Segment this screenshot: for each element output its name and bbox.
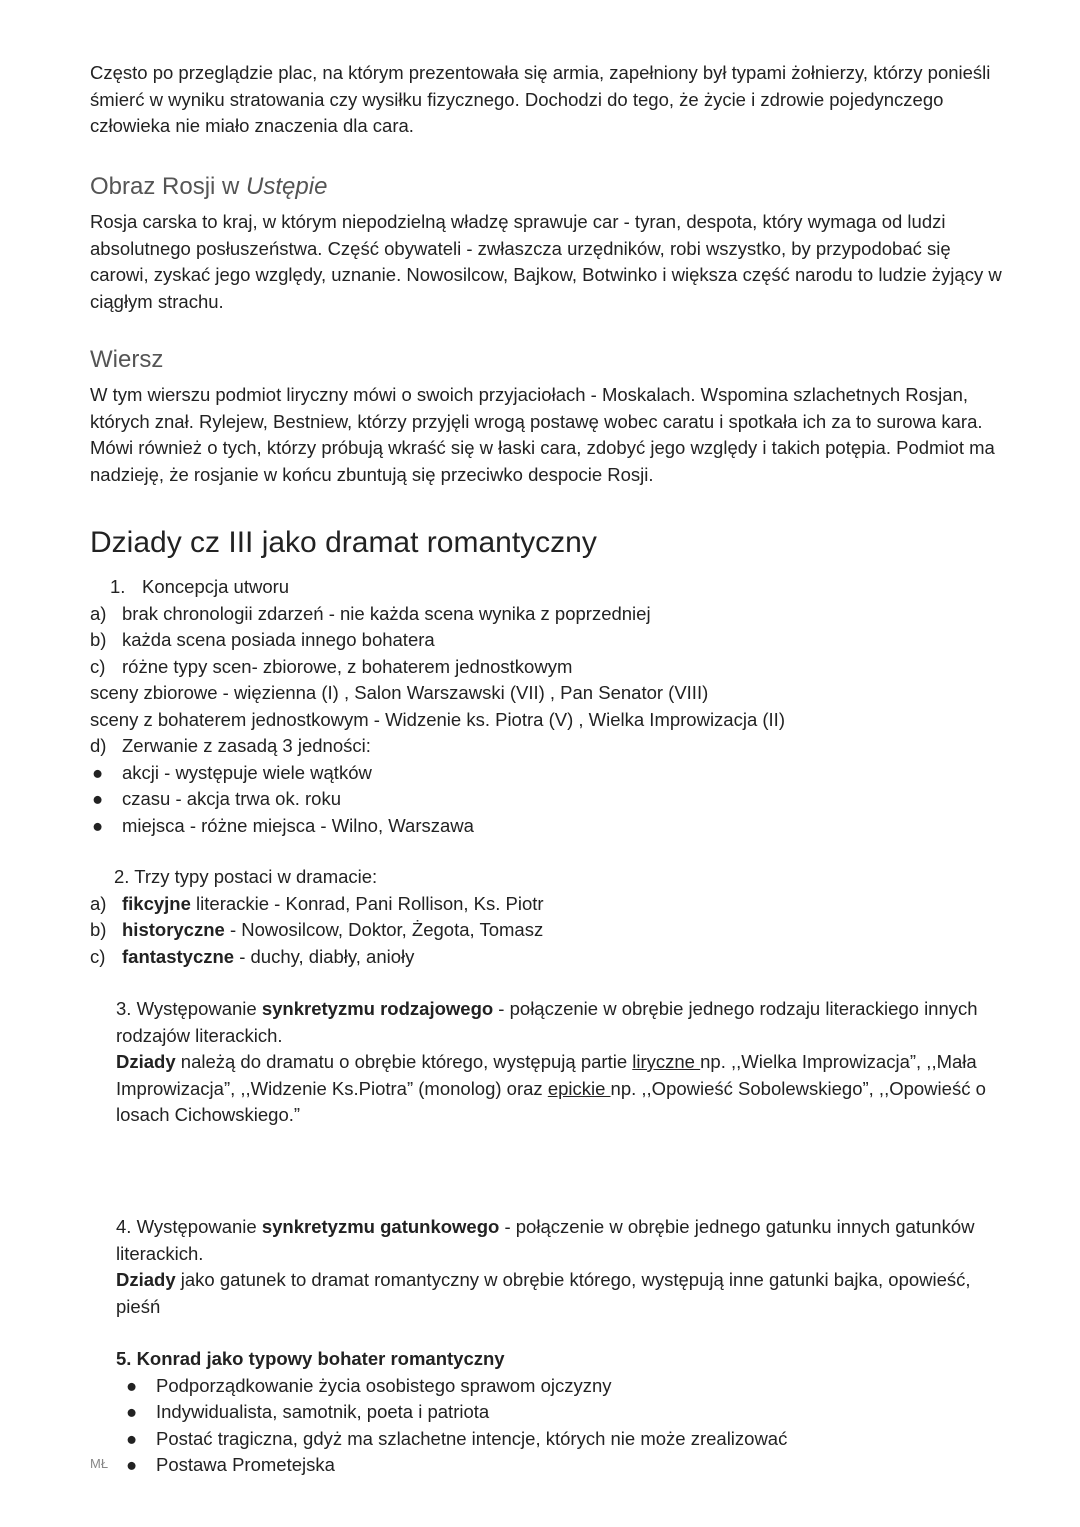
rest-text: - połączenie w obrębie jednego gatunku innych gatunków literackich. (116, 1216, 975, 1264)
list-number: 1. (110, 576, 126, 597)
point1-item-d (90, 733, 1010, 760)
bullet-text: Postawa Prometejska (156, 1454, 335, 1475)
bold-term: synkretyzmu rodzajowego (261, 998, 494, 1019)
bullet-text: Indywidualista, samotnik, poeta i patriota (156, 1401, 490, 1422)
intro-section (90, 60, 1010, 140)
bullet-icon: ● (126, 1401, 138, 1422)
lead-text: 4. Występowanie (116, 1216, 262, 1237)
bullet-icon: ● (126, 1374, 138, 1396)
list-letter: d) (90, 735, 107, 756)
bullet-text: miejsca - różne miejsca - Wilno, Warszawa (122, 814, 474, 836)
section-heading-obraz (90, 172, 1010, 202)
item-text (122, 944, 414, 971)
point2-item-c (90, 944, 1010, 971)
point1-item-a (90, 601, 1010, 628)
lead-text: 3. Występowanie (116, 998, 262, 1019)
item-text: różne typy scen- zbiorowe, z bohaterem jednostkowym (122, 655, 573, 677)
sceny-zbiorowe: sceny zbiorowe - więzienna (I) , Salon Warszawski (VII) , Pan Senator (VIII) (90, 682, 709, 703)
bullet-icon: ● (126, 1427, 138, 1449)
term-rest: literackie - Konrad, Pani Rollison, Ks. Piotr (190, 892, 544, 914)
body-text: np. ,,Opowieść Sobolewskiego”, ,,Opowieść o losach Cichowskiego.” (116, 1077, 986, 1125)
item-text: Zerwanie z zasadą 3 jedności: (122, 735, 371, 756)
point3-body (116, 1049, 1010, 1129)
bullet-item (116, 1426, 1010, 1453)
section-obraz-rosji (90, 172, 1010, 315)
item-text: każda scena posiada innego bohatera (122, 629, 435, 650)
bold-title: Dziady (116, 1051, 176, 1072)
item-text (122, 891, 544, 918)
bullet-text: akcji - występuje wiele wątków (122, 761, 372, 783)
bullet-icon: ● (126, 1454, 138, 1475)
intro-paragraph: Często po przeglądzie plac, na którym prezentowała się armia, zapełniony był typami żołnierzy, którzy ponieśli śmierć w wyniku stratowania czy wysiłku fizycznego. Dochodzi do tego, że życie i zdrowie pojedynczego człowieka nie miało znaczenia dla cara. (90, 62, 991, 136)
section-wiersz (90, 345, 1010, 488)
list-letter: c) (90, 945, 106, 967)
list-letter: a) (90, 892, 107, 914)
list-letter: c) (90, 655, 106, 677)
point2-title: 2. Trzy typy postaci w dramacie: (114, 866, 378, 887)
underlined-term: epickie (547, 1077, 611, 1099)
bullet-text: czasu - akcja trwa ok. roku (122, 788, 341, 809)
body-text: należą do dramatu o obrębie którego, występują partie (175, 1051, 633, 1072)
point1-item-b (90, 627, 1010, 654)
bullet-item (90, 813, 1010, 840)
point-2 (90, 864, 1010, 970)
underlined-term: liryczne (632, 1051, 701, 1072)
point2-item-b (90, 917, 1010, 944)
list-letter: b) (90, 629, 107, 650)
section-heading-wiersz: Wiersz (90, 346, 164, 373)
rest-text: - połączenie w obrębie jednego rodzaju literackiego innych rodzajów literackich. (116, 998, 978, 1046)
bold-title: Dziady (116, 1269, 176, 1290)
sceny-jednostkowe: sceny z bohaterem jednostkowym - Widzenie ks. Piotra (V) , Wielka Improwizacja (II) (90, 708, 785, 730)
point-5 (90, 1346, 1010, 1479)
point2-item-a (90, 891, 1010, 918)
bullet-icon: ● (92, 814, 104, 836)
term-rest: - duchy, diabły, anioły (234, 945, 415, 967)
item-text (122, 917, 543, 944)
point1-title-text: Koncepcja utworu (142, 576, 290, 597)
bold-term: fantastyczne (122, 945, 235, 967)
bullet-item (116, 1373, 1010, 1400)
point4-body (116, 1267, 1010, 1320)
main-section (90, 525, 1010, 561)
bullet-item (90, 786, 1010, 813)
bullet-icon: ● (92, 788, 104, 809)
obraz-paragraph: Rosja carska to kraj, w którym niepodzielną władzę sprawuje car - tyran, despota, który wymaga od ludzi absolutnego posłuszeństwa. Część obywateli - zwłaszcza urzędników, robi wszystko, by przypodobać się carowi, zyskać jego względy, uznanie. Nowosilcow, Bajkow, Botwinko i większa część narodu to ludzie żyjący w ciągłym strachu. (90, 211, 1002, 312)
point-1 (90, 574, 1010, 839)
bullet-item (116, 1452, 1010, 1479)
footer-initials: MŁ (90, 1456, 109, 1471)
main-heading: Dziady cz III jako dramat romantyczny (90, 526, 597, 559)
body-text: np. ,,Wielka Improwizacja”, ,,Mała Improwizacja”, ,,Widzenie Ks.Piotra” (monolog) oraz (116, 1051, 977, 1099)
point-3 (90, 996, 1010, 1129)
bullet-text: Podporządkowanie życia osobistego sprawom ojczyzny (156, 1374, 612, 1396)
bold-term: historyczne (122, 919, 225, 940)
wiersz-paragraph: W tym wierszu podmiot liryczny mówi o swoich przyjaciołach - Moskalach. Wspomina szlachetnych Rosjan, których znał. Rylejew, Bestniew, którzy przyjęli wrogą postawę wobec caratu i spotkała ich za to surowa kara. Mówi również o tych, którzy próbują wkraść się w łaski cara, zdobyć jego względy i takich potępia. Podmiot ma nadzieję, że rosjanie w końcu zbuntują się przeciwko despocie Rosji. (90, 384, 995, 485)
bullet-text: Postać tragiczna, gdyż ma szlachetne intencje, których nie może zrealizować (156, 1427, 788, 1449)
body-text: jako gatunek to dramat romantyczny w obrębie którego, występują inne gatunki bajka, opowieść, pieśń (116, 1269, 971, 1317)
bullet-icon: ● (92, 761, 104, 783)
bullet-item (90, 760, 1010, 787)
term-rest: - Nowosilcow, Doktor, Żegota, Tomasz (224, 919, 544, 940)
point1-item-c (90, 654, 1010, 681)
point1-title (90, 574, 1010, 601)
bold-term: fikcyjne (122, 892, 191, 914)
heading-text: Obraz Rosji w (90, 173, 247, 200)
bold-term: synkretyzmu gatunkowego (261, 1216, 500, 1237)
item-text: brak chronologii zdarzeń - nie każda scena wynika z poprzedniej (122, 602, 651, 624)
heading-italic-text: Ustępie (246, 173, 328, 200)
point5-title: 5. Konrad jako typowy bohater romantyczny (116, 1348, 505, 1369)
point-4 (90, 1214, 1010, 1320)
bullet-item (116, 1399, 1010, 1426)
point3-lead (116, 996, 1010, 1049)
list-letter: b) (90, 919, 107, 940)
point4-lead (116, 1214, 1010, 1267)
list-letter: a) (90, 602, 107, 624)
